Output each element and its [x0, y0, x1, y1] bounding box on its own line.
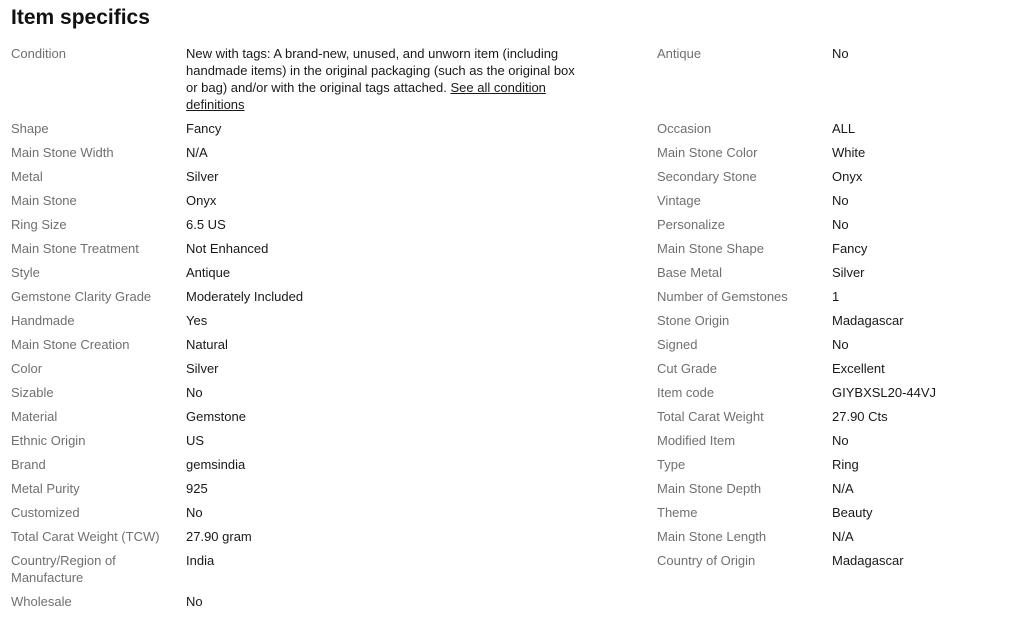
spec-row	[11, 264, 631, 281]
spec-label: Handmade	[11, 313, 75, 328]
spec-value: Natural	[186, 337, 228, 352]
spec-row	[657, 120, 1017, 137]
spec-row	[657, 456, 1017, 473]
condition-value	[186, 45, 586, 113]
spec-value: Fancy	[832, 241, 868, 256]
spec-row	[657, 240, 1017, 257]
spec-label: Vintage	[657, 193, 701, 208]
spec-label: Stone Origin	[657, 313, 730, 328]
spec-row	[657, 504, 1017, 521]
spec-row	[11, 456, 631, 473]
spec-label: Country/Region of Manufacture	[11, 553, 116, 585]
spec-row	[657, 528, 1017, 545]
spec-value: Gemstone	[186, 409, 246, 424]
spec-value: Silver	[186, 361, 219, 376]
spec-label: Style	[11, 265, 40, 280]
spec-value: 925	[186, 481, 208, 496]
spec-value: ALL	[832, 121, 856, 136]
spec-value: No	[186, 505, 203, 520]
spec-value: White	[832, 145, 866, 160]
spec-label: Main Stone Length	[657, 529, 767, 544]
spec-value: Madagascar	[832, 313, 904, 328]
spec-value: N/A	[186, 145, 208, 160]
spec-label: Modified Item	[657, 433, 736, 448]
spec-row	[657, 288, 1017, 305]
spec-row	[11, 432, 631, 449]
spec-value: No	[832, 433, 849, 448]
spec-value: US	[186, 433, 205, 448]
spec-row	[11, 384, 631, 401]
spec-label: Cut Grade	[657, 361, 717, 376]
spec-value: Madagascar	[832, 553, 904, 568]
spec-value: Antique	[186, 265, 231, 280]
spec-value: No	[832, 337, 849, 352]
spec-row	[11, 192, 631, 209]
specifics-right-column	[657, 45, 1017, 576]
spec-value: Not Enhanced	[186, 241, 269, 256]
spec-value: Silver	[186, 169, 219, 184]
spec-label: Personalize	[657, 217, 725, 232]
spec-row	[11, 168, 631, 185]
spec-row-antique	[657, 45, 1017, 113]
spec-value: GIYBXSL20-44VJ	[832, 385, 937, 400]
spec-value: 6.5 US	[186, 217, 226, 232]
spec-label: Sizable	[11, 385, 54, 400]
spec-label: Material	[11, 409, 58, 424]
spec-label: Number of Gemstones	[657, 289, 788, 304]
spec-value: 27.90 Cts	[832, 409, 888, 424]
spec-label: Type	[657, 457, 686, 472]
see-all-condition-definitions-link[interactable]: See all condition definitions	[186, 80, 546, 112]
spec-label: Country of Origin	[657, 553, 756, 568]
spec-row	[11, 312, 631, 329]
spec-row	[657, 264, 1017, 281]
spec-label: Signed	[657, 337, 698, 352]
spec-label: Color	[11, 361, 43, 376]
spec-row	[11, 288, 631, 305]
spec-row	[657, 192, 1017, 209]
spec-value: Beauty	[832, 505, 873, 520]
spec-value: N/A	[832, 529, 854, 544]
spec-label: Shape	[11, 121, 49, 136]
spec-row	[11, 336, 631, 353]
spec-value: Fancy	[186, 121, 222, 136]
spec-label: Condition	[11, 46, 66, 61]
spec-value: Excellent	[832, 361, 885, 376]
spec-value: Ring	[832, 457, 859, 472]
spec-value: No	[186, 594, 203, 609]
spec-row	[657, 384, 1017, 401]
spec-row	[11, 360, 631, 377]
spec-row	[11, 216, 631, 233]
spec-label: Main Stone Shape	[657, 241, 764, 256]
spec-value: Moderately Included	[186, 289, 304, 304]
spec-label: Wholesale	[11, 594, 72, 609]
condition-text: New with tags: A brand-new, unused, and unworn item (including handmade items) in the original packaging (such as the original box or bag) and/or with the original tags attached.	[186, 46, 575, 95]
specifics-left-column	[11, 45, 631, 617]
spec-row	[657, 144, 1017, 161]
spec-label: Main Stone	[11, 193, 77, 208]
spec-label: Main Stone Depth	[657, 481, 762, 496]
spec-row	[657, 408, 1017, 425]
spec-row	[657, 216, 1017, 233]
spec-value: No	[832, 193, 849, 208]
spec-row	[11, 144, 631, 161]
spec-value: Silver	[832, 265, 865, 280]
spec-row	[11, 504, 631, 521]
spec-row	[657, 552, 1017, 569]
spec-row	[11, 552, 631, 586]
spec-value: No	[832, 46, 849, 61]
spec-row	[657, 360, 1017, 377]
spec-label: Main Stone Color	[657, 145, 758, 160]
spec-value: 1	[832, 289, 840, 304]
spec-value: Onyx	[186, 193, 217, 208]
spec-label: Main Stone Width	[11, 145, 114, 160]
spec-value: Yes	[186, 313, 208, 328]
spec-row-condition	[11, 45, 631, 113]
spec-row	[11, 240, 631, 257]
spec-label: Secondary Stone	[657, 169, 757, 184]
spec-label: Main Stone Creation	[11, 337, 130, 352]
spec-label: Brand	[11, 457, 46, 472]
spec-label: Occasion	[657, 121, 712, 136]
spec-value: N/A	[832, 481, 854, 496]
spec-value: gemsindia	[186, 457, 246, 472]
spec-row	[11, 593, 631, 610]
spec-label: Metal Purity	[11, 481, 80, 496]
spec-row	[11, 480, 631, 497]
spec-row	[657, 480, 1017, 497]
spec-row	[657, 312, 1017, 329]
spec-label: Antique	[657, 46, 702, 61]
spec-value: No	[186, 385, 203, 400]
spec-label: Ethnic Origin	[11, 433, 86, 448]
spec-label: Total Carat Weight (TCW)	[11, 529, 160, 544]
spec-label: Item code	[657, 385, 715, 400]
spec-row	[11, 528, 631, 545]
spec-row	[11, 120, 631, 137]
spec-row	[657, 336, 1017, 353]
spec-value: No	[832, 217, 849, 232]
spec-label: Gemstone Clarity Grade	[11, 289, 152, 304]
spec-label: Customized	[11, 505, 80, 520]
section-title: Item specifics	[11, 6, 150, 29]
spec-label: Main Stone Treatment	[11, 241, 139, 256]
spec-label: Total Carat Weight	[657, 409, 764, 424]
spec-row	[11, 408, 631, 425]
spec-label: Metal	[11, 169, 43, 184]
spec-label: Base Metal	[657, 265, 723, 280]
spec-row	[657, 432, 1017, 449]
spec-row	[657, 168, 1017, 185]
spec-value: India	[186, 553, 215, 568]
spec-value: 27.90 gram	[186, 529, 252, 544]
spec-label: Theme	[657, 505, 698, 520]
spec-value: Onyx	[832, 169, 863, 184]
spec-label: Ring Size	[11, 217, 67, 232]
